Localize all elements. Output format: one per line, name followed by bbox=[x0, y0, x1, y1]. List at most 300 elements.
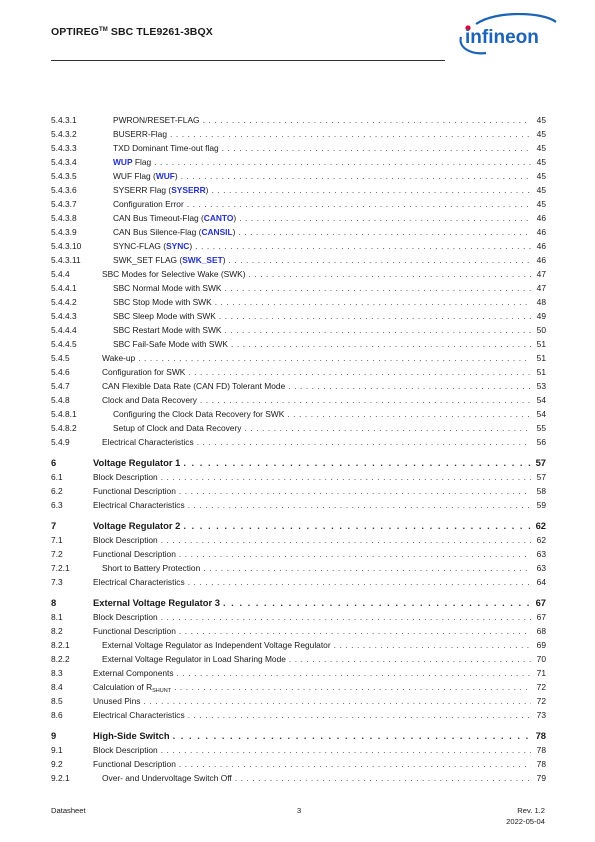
toc-section-number: 5.4.3.6 bbox=[51, 185, 77, 195]
toc-entry[interactable] bbox=[51, 253, 546, 267]
footer-page-number: 3 bbox=[297, 806, 302, 815]
header-rule bbox=[51, 60, 445, 61]
toc-section-number: 5.4.8.2 bbox=[51, 423, 77, 433]
toc-entry-line bbox=[93, 708, 546, 722]
toc-section-number: 5.4.5 bbox=[51, 353, 70, 363]
toc-section-title bbox=[93, 455, 180, 470]
toc-page-number: 63 bbox=[536, 563, 546, 573]
toc-entry[interactable] bbox=[51, 281, 546, 295]
toc-page-number: 46 bbox=[536, 213, 546, 223]
toc-entry[interactable] bbox=[51, 127, 546, 141]
dot-leader bbox=[334, 638, 531, 652]
infineon-logo bbox=[456, 13, 560, 57]
dot-leader bbox=[188, 498, 531, 512]
toc-section-title bbox=[113, 225, 235, 239]
toc-page-number: 62 bbox=[535, 520, 546, 531]
title-text: CAN Flexible Data Rate (CAN FD) Tolerant Mode bbox=[102, 381, 286, 391]
title-text: ) bbox=[174, 171, 178, 181]
toc-section-number: 7.3 bbox=[51, 577, 63, 587]
title-text: External Voltage Regulator 3 bbox=[93, 597, 220, 608]
title-text: SYNC-FLAG ( bbox=[113, 241, 167, 251]
dot-leader bbox=[138, 351, 531, 365]
toc-section-title bbox=[113, 407, 284, 421]
title-text: ) bbox=[232, 227, 236, 237]
title-text: CAN Bus Timeout-Flag ( bbox=[113, 213, 204, 223]
toc-section-number: 7.1 bbox=[51, 535, 63, 545]
toc-entry-line bbox=[113, 127, 546, 141]
footer-revision bbox=[506, 805, 545, 827]
toc-entry[interactable] bbox=[51, 393, 546, 407]
toc-entry-line bbox=[113, 295, 546, 309]
toc-entry-line bbox=[93, 575, 546, 589]
toc-section-number: 5.4.3.11 bbox=[51, 255, 81, 265]
toc-entry-line bbox=[113, 239, 546, 253]
title-text: Clock and Data Recovery bbox=[102, 395, 197, 405]
toc-entry-line bbox=[113, 169, 546, 183]
title-text: PWRON/RESET-FLAG bbox=[113, 115, 200, 125]
toc-entry[interactable] bbox=[51, 666, 546, 680]
title-text: Short to Battery Protection bbox=[102, 563, 201, 573]
toc-entry[interactable] bbox=[51, 435, 546, 449]
dot-leader bbox=[215, 295, 531, 309]
dot-leader bbox=[287, 407, 531, 421]
toc-entry-line bbox=[102, 561, 546, 575]
toc-entry[interactable] bbox=[51, 365, 546, 379]
register-link[interactable]: CANSIL bbox=[201, 227, 233, 237]
toc-section-title bbox=[102, 771, 232, 785]
title-text: Electrical Characteristics bbox=[93, 710, 185, 720]
toc-entry-line bbox=[93, 610, 546, 624]
toc-section-title bbox=[93, 757, 176, 771]
toc-section-title bbox=[113, 239, 192, 253]
toc-section-number: 5.4.3.5 bbox=[51, 171, 77, 181]
toc-section-title bbox=[93, 694, 141, 708]
dot-leader bbox=[288, 379, 531, 393]
toc-section-number: 7.2.1 bbox=[51, 563, 70, 573]
toc-section-title bbox=[93, 708, 185, 722]
toc-page-number: 46 bbox=[536, 241, 546, 251]
logo-wordmark: infineon bbox=[465, 27, 539, 48]
dot-leader bbox=[239, 211, 531, 225]
toc-page-number: 51 bbox=[536, 353, 546, 363]
toc-entry-line bbox=[102, 652, 546, 666]
toc-section-title bbox=[93, 666, 174, 680]
toc-entry[interactable] bbox=[51, 484, 546, 498]
dot-leader bbox=[235, 771, 531, 785]
toc-entry[interactable] bbox=[51, 771, 546, 785]
dot-leader bbox=[161, 743, 531, 757]
dot-leader bbox=[183, 518, 531, 533]
toc-entry[interactable] bbox=[51, 518, 546, 533]
toc-entry-line bbox=[93, 743, 546, 757]
toc-entry-line bbox=[102, 351, 546, 365]
title-text: Electrical Characteristics bbox=[93, 500, 185, 510]
title-text: SBC Stop Mode with SWK bbox=[113, 297, 212, 307]
toc-page-number: 48 bbox=[536, 297, 546, 307]
toc-entry-line bbox=[102, 365, 546, 379]
toc-entry-line bbox=[113, 407, 546, 421]
dot-leader bbox=[144, 694, 532, 708]
dot-leader bbox=[173, 728, 531, 743]
dot-leader bbox=[203, 113, 531, 127]
toc-page-number: 47 bbox=[536, 283, 546, 293]
title-text: Wake-up bbox=[102, 353, 136, 363]
toc-section-title bbox=[113, 141, 219, 155]
toc-section-number: 9 bbox=[51, 730, 57, 741]
dot-leader bbox=[200, 393, 531, 407]
toc-section-number: 5.4.3.8 bbox=[51, 213, 77, 223]
toc-entry[interactable] bbox=[51, 225, 546, 239]
toc-page-number: 57 bbox=[535, 457, 546, 468]
toc-section-number: 8.2.2 bbox=[51, 654, 70, 664]
toc-page-number: 63 bbox=[536, 549, 546, 559]
toc-entry[interactable] bbox=[51, 533, 546, 547]
toc-entry-line bbox=[113, 183, 546, 197]
title-text: CAN Bus Silence-Flag ( bbox=[113, 227, 202, 237]
table-of-contents bbox=[51, 113, 546, 785]
dot-leader bbox=[222, 141, 531, 155]
register-link[interactable]: WUF bbox=[155, 171, 175, 181]
toc-page-number: 62 bbox=[536, 535, 546, 545]
toc-entry[interactable] bbox=[51, 379, 546, 393]
toc-entry-line bbox=[93, 470, 546, 484]
title-text: BUSERR-Flag bbox=[113, 129, 167, 139]
toc-entry-line bbox=[93, 757, 546, 771]
toc-section-title bbox=[113, 309, 216, 323]
toc-section-title bbox=[113, 169, 178, 183]
toc-page-number: 46 bbox=[536, 227, 546, 237]
toc-section-title bbox=[93, 547, 176, 561]
toc-page-number: 72 bbox=[536, 682, 546, 692]
title-text: Electrical Characteristics bbox=[102, 437, 194, 447]
dot-leader bbox=[289, 652, 531, 666]
dot-leader bbox=[197, 435, 531, 449]
toc-section-number: 5.4.3.7 bbox=[51, 199, 77, 209]
dot-leader bbox=[161, 610, 531, 624]
toc-entry[interactable] bbox=[51, 141, 546, 155]
title-text: Configuration for SWK bbox=[102, 367, 186, 377]
dot-leader bbox=[161, 470, 531, 484]
toc-section-title bbox=[93, 533, 158, 547]
toc-section-number: 5.4.4.5 bbox=[51, 339, 77, 349]
toc-entry-line bbox=[113, 197, 546, 211]
dot-leader bbox=[211, 183, 531, 197]
toc-entry-line bbox=[113, 323, 546, 337]
title-text: Calculation of R bbox=[93, 682, 153, 692]
toc-section-title bbox=[102, 638, 331, 652]
toc-section-number: 5.4.4.2 bbox=[51, 297, 77, 307]
toc-page-number: 78 bbox=[536, 759, 546, 769]
toc-page-number: 54 bbox=[536, 395, 546, 405]
toc-entry[interactable] bbox=[51, 652, 546, 666]
toc-entry[interactable] bbox=[51, 239, 546, 253]
toc-entry[interactable] bbox=[51, 155, 546, 169]
toc-section-number: 5.4.4.3 bbox=[51, 311, 77, 321]
toc-entry-line bbox=[113, 113, 546, 127]
toc-section-number: 8.3 bbox=[51, 668, 63, 678]
title-text: Functional Description bbox=[93, 759, 176, 769]
title-text: Setup of Clock and Data Recovery bbox=[113, 423, 242, 433]
toc-entry[interactable] bbox=[51, 638, 546, 652]
toc-page-number: 45 bbox=[536, 171, 546, 181]
title-text: TXD Dominant Time-out flag bbox=[113, 143, 219, 153]
toc-entry-line bbox=[102, 267, 546, 281]
toc-entry[interactable] bbox=[51, 351, 546, 365]
toc-section-title bbox=[102, 351, 135, 365]
toc-section-number: 6.1 bbox=[51, 472, 63, 482]
document-title bbox=[51, 26, 213, 38]
toc-entry-line bbox=[102, 393, 546, 407]
toc-section-title bbox=[93, 498, 185, 512]
toc-page-number: 78 bbox=[535, 730, 546, 741]
toc-page-number: 71 bbox=[536, 668, 546, 678]
dot-leader bbox=[231, 337, 531, 351]
toc-entry[interactable] bbox=[51, 183, 546, 197]
toc-entry[interactable] bbox=[51, 624, 546, 638]
toc-section-number: 8.6 bbox=[51, 710, 63, 720]
toc-page-number: 68 bbox=[536, 626, 546, 636]
toc-section-number: 9.2 bbox=[51, 759, 63, 769]
title-text: Unused Pins bbox=[93, 696, 141, 706]
toc-entry[interactable] bbox=[51, 561, 546, 575]
toc-section-title bbox=[102, 561, 200, 575]
toc-page-number: 69 bbox=[536, 640, 546, 650]
toc-page-number: 46 bbox=[536, 255, 546, 265]
toc-section-number: 8.2 bbox=[51, 626, 63, 636]
toc-entry[interactable] bbox=[51, 694, 546, 708]
title-text: SBC Sleep Mode with SWK bbox=[113, 311, 216, 321]
toc-page-number: 59 bbox=[536, 500, 546, 510]
toc-section-number: 6 bbox=[51, 457, 57, 468]
dot-leader bbox=[224, 323, 531, 337]
toc-section-number: 5.4.4.1 bbox=[51, 283, 77, 293]
toc-entry[interactable] bbox=[51, 295, 546, 309]
toc-section-number: 7.2 bbox=[51, 549, 63, 559]
toc-section-title bbox=[93, 470, 158, 484]
toc-section-title bbox=[113, 155, 151, 169]
toc-page-number: 45 bbox=[536, 143, 546, 153]
dot-leader bbox=[181, 169, 531, 183]
toc-section-title bbox=[113, 211, 236, 225]
dot-leader bbox=[170, 127, 531, 141]
toc-entry-line bbox=[102, 638, 546, 652]
dot-leader bbox=[188, 575, 531, 589]
title-text: Over- and Undervoltage Switch Off bbox=[102, 773, 232, 783]
toc-section-number: 7 bbox=[51, 520, 57, 531]
toc-page-number: 51 bbox=[536, 339, 546, 349]
toc-section-number: 8.2.1 bbox=[51, 640, 70, 650]
register-link[interactable]: WUP bbox=[113, 157, 133, 167]
register-link[interactable]: SYSERR bbox=[171, 185, 206, 195]
toc-section-number: 5.4.9 bbox=[51, 437, 70, 447]
toc-section-title bbox=[113, 183, 208, 197]
toc-section-title bbox=[113, 253, 226, 267]
toc-entry[interactable] bbox=[51, 211, 546, 225]
toc-entry[interactable] bbox=[51, 575, 546, 589]
title-text: WUF Flag ( bbox=[113, 171, 156, 181]
title-text: Functional Description bbox=[93, 549, 176, 559]
toc-entry[interactable] bbox=[51, 407, 546, 421]
toc-page-number: 45 bbox=[536, 129, 546, 139]
toc-section-title bbox=[93, 595, 220, 610]
title-text: SWK_SET FLAG ( bbox=[113, 255, 183, 265]
dot-leader bbox=[174, 680, 531, 694]
toc-entry[interactable] bbox=[51, 309, 546, 323]
title-text: Functional Description bbox=[93, 486, 176, 496]
toc-section-number: 5.4.3.2 bbox=[51, 129, 77, 139]
toc-section-title bbox=[113, 281, 221, 295]
title-text: SBC Fail-Safe Mode with SWK bbox=[113, 339, 228, 349]
toc-entry[interactable] bbox=[51, 455, 546, 470]
toc-section-title bbox=[93, 484, 176, 498]
toc-section-title bbox=[93, 743, 158, 757]
toc-entry[interactable] bbox=[51, 610, 546, 624]
title-text: External Voltage Regulator as Independent Voltage Regulator bbox=[102, 640, 331, 650]
toc-entry[interactable] bbox=[51, 267, 546, 281]
toc-entry[interactable] bbox=[51, 323, 546, 337]
dot-leader bbox=[219, 309, 531, 323]
toc-section-number: 5.4.3.9 bbox=[51, 227, 77, 237]
toc-section-number: 5.4.3.1 bbox=[51, 115, 77, 125]
toc-entry-line bbox=[93, 728, 546, 743]
register-link[interactable]: SYNC bbox=[166, 241, 190, 251]
toc-entry-line bbox=[113, 253, 546, 267]
toc-entry[interactable] bbox=[51, 595, 546, 610]
toc-entry-line bbox=[93, 533, 546, 547]
dot-leader bbox=[224, 281, 531, 295]
title-text: Voltage Regulator 2 bbox=[93, 520, 181, 531]
toc-entry-line bbox=[113, 337, 546, 351]
dot-leader bbox=[203, 561, 531, 575]
toc-section-number: 9.1 bbox=[51, 745, 63, 755]
title-text: Functional Description bbox=[93, 626, 176, 636]
toc-section-number: 8.4 bbox=[51, 682, 63, 692]
toc-entry[interactable] bbox=[51, 169, 546, 183]
title-text: ) bbox=[205, 185, 209, 195]
toc-page-number: 55 bbox=[536, 423, 546, 433]
toc-entry[interactable] bbox=[51, 680, 546, 694]
toc-entry-line bbox=[102, 379, 546, 393]
toc-section-title bbox=[113, 295, 212, 309]
toc-section-number: 5.4.7 bbox=[51, 381, 70, 391]
toc-entry-line bbox=[93, 455, 546, 470]
title-text: Voltage Regulator 1 bbox=[93, 457, 181, 468]
title-text: External Components bbox=[93, 668, 174, 678]
toc-entry-line bbox=[113, 211, 546, 225]
toc-section-title bbox=[93, 624, 176, 638]
toc-page-number: 54 bbox=[536, 409, 546, 419]
footer-rev: Rev. 1.2 bbox=[517, 806, 545, 815]
toc-section-number: 8 bbox=[51, 597, 57, 608]
register-link[interactable]: CANTO bbox=[203, 213, 234, 223]
toc-entry-line bbox=[113, 281, 546, 295]
title-text: SBC Modes for Selective Wake (SWK) bbox=[102, 269, 246, 279]
title-text: Block Description bbox=[93, 745, 158, 755]
register-link[interactable]: SWK_SET bbox=[182, 255, 223, 265]
toc-page-number: 51 bbox=[536, 367, 546, 377]
toc-entry[interactable] bbox=[51, 113, 546, 127]
toc-entry-line bbox=[102, 435, 546, 449]
toc-entry-line bbox=[113, 155, 546, 169]
title-text: ) bbox=[189, 241, 193, 251]
toc-section-number: 5.4.4.4 bbox=[51, 325, 77, 335]
toc-entry[interactable] bbox=[51, 547, 546, 561]
dot-leader bbox=[195, 239, 531, 253]
toc-section-title bbox=[102, 365, 185, 379]
title-text: Electrical Characteristics bbox=[93, 577, 185, 587]
toc-section-number: 8.1 bbox=[51, 612, 63, 622]
dot-leader bbox=[244, 421, 531, 435]
toc-section-number: 5.4.4 bbox=[51, 269, 70, 279]
toc-page-number: 45 bbox=[536, 157, 546, 167]
toc-page-number: 58 bbox=[536, 486, 546, 496]
toc-entry[interactable] bbox=[51, 757, 546, 771]
dot-leader bbox=[161, 533, 531, 547]
title-text: Block Description bbox=[93, 472, 158, 482]
toc-entry[interactable] bbox=[51, 197, 546, 211]
dot-leader bbox=[179, 547, 531, 561]
dot-leader bbox=[179, 484, 531, 498]
toc-entry[interactable] bbox=[51, 728, 546, 743]
dot-leader bbox=[179, 624, 531, 638]
dot-leader bbox=[183, 455, 531, 470]
toc-entry-line bbox=[93, 694, 546, 708]
toc-section-title bbox=[113, 197, 184, 211]
toc-section-title bbox=[102, 379, 285, 393]
toc-section-number: 6.3 bbox=[51, 500, 63, 510]
toc-entry[interactable] bbox=[51, 470, 546, 484]
toc-page-number: 50 bbox=[536, 325, 546, 335]
toc-section-title bbox=[102, 652, 286, 666]
toc-section-title bbox=[113, 337, 228, 351]
dot-leader bbox=[238, 225, 531, 239]
toc-page-number: 57 bbox=[536, 472, 546, 482]
title-text: SBC Normal Mode with SWK bbox=[113, 283, 222, 293]
toc-entry[interactable] bbox=[51, 421, 546, 435]
dot-leader bbox=[179, 757, 531, 771]
toc-section-title bbox=[93, 610, 158, 624]
toc-section-title bbox=[93, 518, 180, 533]
toc-section-number: 5.4.3.4 bbox=[51, 157, 77, 167]
title-product: OPTIREG bbox=[51, 26, 99, 38]
toc-section-number: 5.4.6 bbox=[51, 367, 70, 377]
toc-entry[interactable] bbox=[51, 337, 546, 351]
toc-entry-line bbox=[113, 309, 546, 323]
toc-page-number: 67 bbox=[536, 612, 546, 622]
toc-section-title bbox=[113, 127, 167, 141]
toc-entry-line bbox=[93, 484, 546, 498]
title-part-number: SBC TLE9261-3BQX bbox=[107, 26, 213, 38]
toc-section-title bbox=[102, 435, 194, 449]
title-text: SYSERR Flag ( bbox=[113, 185, 172, 195]
toc-page-number: 78 bbox=[536, 745, 546, 755]
toc-entry[interactable] bbox=[51, 498, 546, 512]
toc-page-number: 73 bbox=[536, 710, 546, 720]
dot-leader bbox=[177, 666, 531, 680]
toc-section-title bbox=[113, 323, 221, 337]
dot-leader bbox=[229, 253, 532, 267]
toc-page-number: 70 bbox=[536, 654, 546, 664]
title-text: ) bbox=[222, 255, 226, 265]
toc-entry-line bbox=[102, 771, 546, 785]
toc-entry-line bbox=[93, 518, 546, 533]
dot-leader bbox=[223, 595, 531, 610]
dot-leader bbox=[188, 708, 531, 722]
title-text: High-Side Switch bbox=[93, 730, 170, 741]
toc-page-number: 45 bbox=[536, 199, 546, 209]
toc-entry[interactable] bbox=[51, 743, 546, 757]
toc-entry[interactable] bbox=[51, 708, 546, 722]
